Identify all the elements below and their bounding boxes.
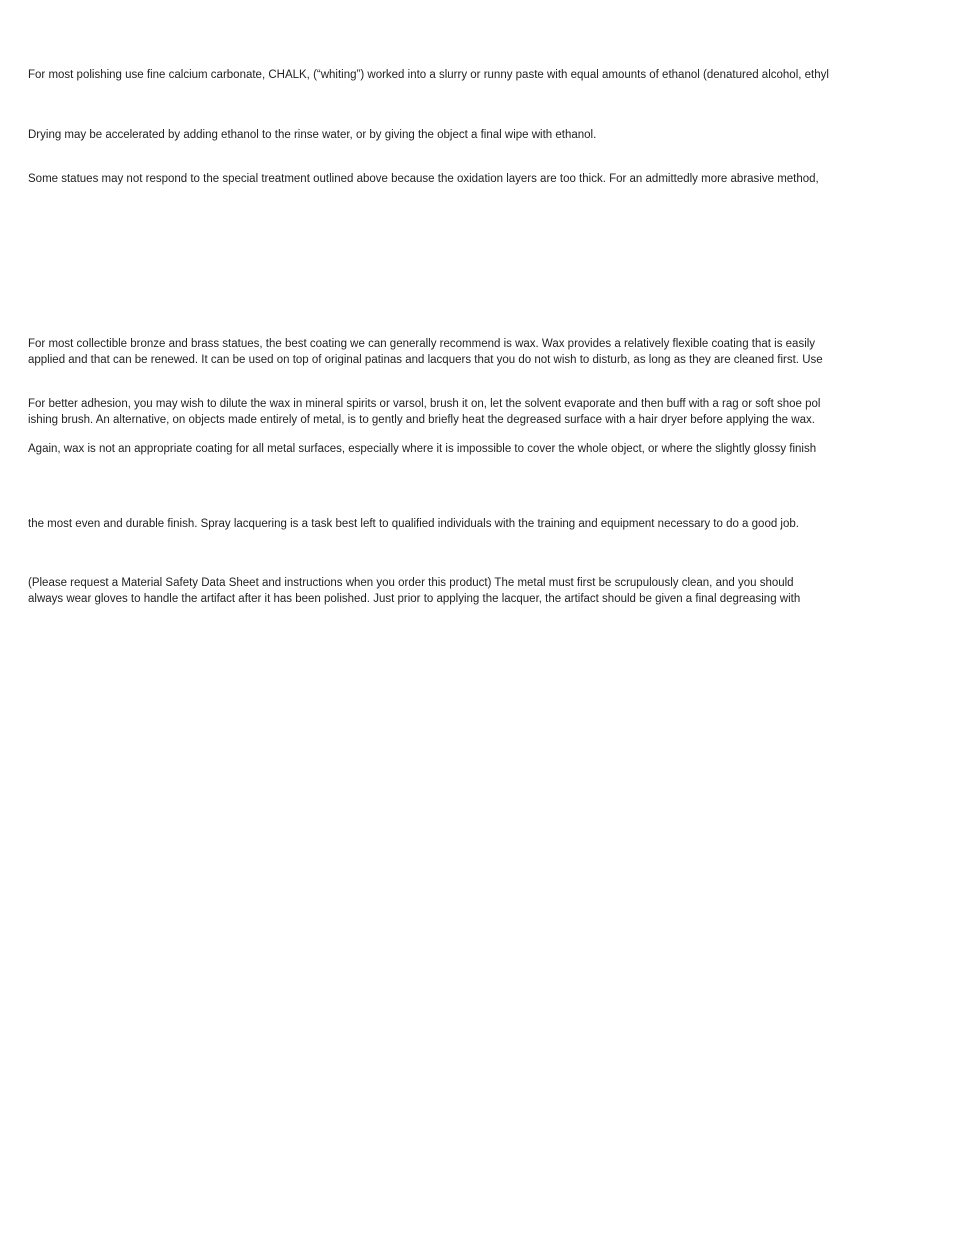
text-line: ishing brush. An alternative, on objects made entirely of metal, is to gently and briefly heat the degreased surface with a hair dryer before applying the wax. <box>28 414 815 426</box>
text-line: always wear gloves to handle the artifact after it has been polished. Just prior to applying the lacquer, the artifact should be given a final degreasing with <box>28 593 801 605</box>
text-line: (Please request a Material Safety Data Sheet and instructions when you order this product) The metal must first be scrupulously clean, and you should <box>28 577 794 589</box>
paragraph-lacquer-preparation <box>28 575 928 607</box>
text-line: For better adhesion, you may wish to dilute the wax in mineral spirits or varsol, brush it on, let the solvent evaporate and then buff with a rag or soft shoe pol <box>28 398 821 410</box>
paragraph-polishing-chalk <box>28 67 928 83</box>
paragraph-spray-lacquering <box>28 516 928 532</box>
paragraph-drying <box>28 127 928 143</box>
text-line: Some statues may not respond to the special treatment outlined above because the oxidation layers are too thick. For an admittedly more abrasive method, <box>28 173 819 185</box>
paragraph-wax-adhesion <box>28 396 928 428</box>
paragraph-oxidation-layers <box>28 171 928 187</box>
text-line: Drying may be accelerated by adding ethanol to the rinse water, or by giving the object a final wipe with ethanol. <box>28 129 597 141</box>
paragraph-wax-coating <box>28 336 928 368</box>
text-line: For most collectible bronze and brass statues, the best coating we can generally recommend is wax. Wax provides a relatively flexible coating that is easily <box>28 338 816 350</box>
text-line: Again, wax is not an appropriate coating for all metal surfaces, especially where it is impossible to cover the whole object, or where the slightly glossy finish <box>28 443 817 455</box>
text-line: applied and that can be renewed. It can be used on top of original patinas and lacquers that you do not wish to disturb, as long as they are cleaned first. Use <box>28 354 823 366</box>
text-line: the most even and durable finish. Spray lacquering is a task best left to qualified individuals with the training and equipment necessary to do a good job. <box>28 518 799 530</box>
text-line: For most polishing use fine calcium carbonate, CHALK, (“whiting”) worked into a slurry or runny paste with equal amounts of ethanol (denatured alcohol, ethyl <box>28 69 829 81</box>
paragraph-wax-limitations <box>28 441 928 457</box>
